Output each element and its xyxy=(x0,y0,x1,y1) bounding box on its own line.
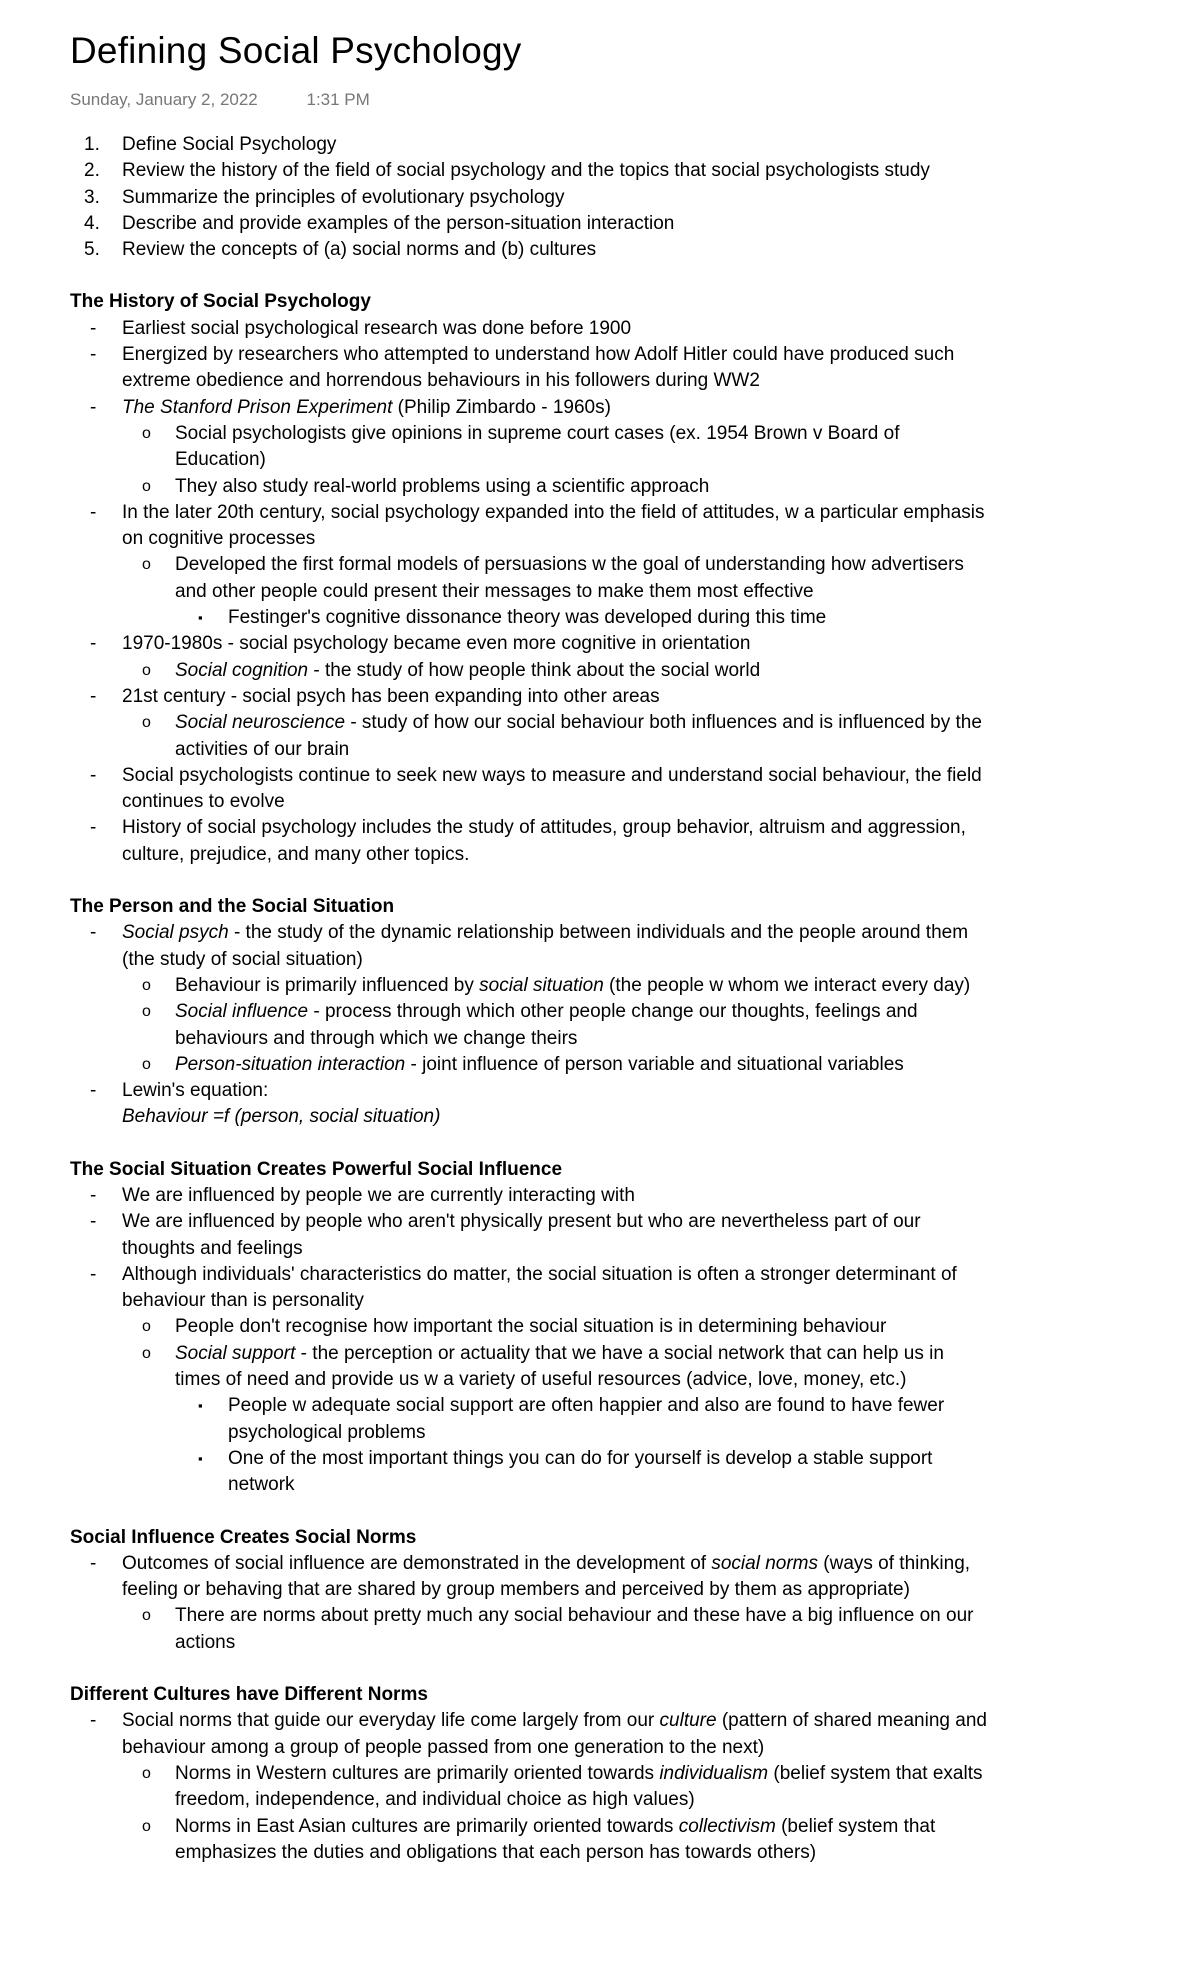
section-heading-history: The History of Social Psychology xyxy=(70,291,371,313)
dash-bullet: - xyxy=(90,633,97,655)
list-item: 4. Describe and provide examples of the person-situation interaction xyxy=(84,212,675,234)
list-item: - Social psychologists continue to seek new ways to measure and understand social behaviour, the field continues to evolve xyxy=(90,764,982,813)
square-bullet: ▪ xyxy=(198,1398,203,1414)
dash-bullet: - xyxy=(90,396,97,418)
objectives-list xyxy=(70,132,990,263)
list-item: - 21st century - social psych has been expanding into other areas xyxy=(70,684,990,710)
page-title[interactable]: Defining Social Psychology xyxy=(70,30,522,71)
square-bullet: ▪ xyxy=(198,1450,203,1466)
list-item: 5. Review the concepts of (a) social norms and (b) cultures xyxy=(84,239,597,261)
list-item: - In the later 20th century, social psychology expanded into the field of attitudes, w a particular emphasis on cognitive processes xyxy=(90,501,985,550)
dash-bullet: - xyxy=(90,685,97,707)
section-heading-situation: The Social Situation Creates Powerful Social Influence xyxy=(70,1158,563,1180)
list-item: - Earliest social psychological research was done before 1900 xyxy=(70,316,990,342)
list-item: - Energized by researchers who attempted to understand how Adolf Hitler could have produced such extreme obedience and horrendous behaviours in his followers during WW2 xyxy=(90,344,955,392)
dash-bullet: - xyxy=(90,1710,97,1732)
list-item: o Developed the first formal models of persuasions w the goal of understanding how advertisers and other people could present their messages to make them most effective xyxy=(142,554,964,602)
list-item: - Lewin's equation: Behaviour =f (person, social situation) xyxy=(90,1080,441,1128)
section-heading-person: The Person and the Social Situation xyxy=(70,896,395,918)
section-heading-norms: Social Influence Creates Social Norms xyxy=(70,1526,417,1548)
list-item: - Social psych - the study of the dynamic relationship between individuals and the people around them (the study of social situation) xyxy=(90,922,969,970)
circle-bullet: o xyxy=(142,1055,151,1073)
circle-bullet: o xyxy=(142,477,151,495)
list-item: - Social norms that guide our everyday life come largely from our culture (pattern of shared meaning and behaviour among a group of people passed from one generation to the next) xyxy=(90,1710,987,1758)
circle-bullet: o xyxy=(142,1318,151,1336)
list-item: - 1970-1980s - social psychology became even more cognitive in orientation xyxy=(70,631,990,657)
list-item: ▪ One of the most important things you can do for yourself is develop a stable support network xyxy=(198,1447,933,1496)
dash-bullet: - xyxy=(90,1080,97,1102)
list-item: ▪ Festinger's cognitive dissonance theory was developed during this time xyxy=(70,605,990,631)
list-item: ▪ People w adequate social support are often happier and also are found to have fewer psychological problems xyxy=(198,1395,945,1443)
list-item: o People don't recognise how important the social situation is in determining behaviour xyxy=(70,1314,990,1340)
square-bullet: ▪ xyxy=(198,610,203,626)
note-meta xyxy=(70,90,1200,110)
dash-bullet: - xyxy=(90,1552,97,1574)
list-item: 3. Summarize the principles of evolutionary psychology xyxy=(84,186,565,208)
list-item: o Behaviour is primarily influenced by social situation (the people w whom we interact every day) xyxy=(70,973,990,999)
circle-bullet: o xyxy=(142,556,151,574)
list-item: o Person-situation interaction - joint influence of person variable and situational variables xyxy=(70,1052,990,1078)
circle-bullet: o xyxy=(142,1607,151,1625)
note-date: Sunday, January 2, 2022 xyxy=(70,90,258,109)
list-item: - History of social psychology includes the study of attitudes, group behavior, altruism and aggression, culture, prejudice, and many other topics. xyxy=(90,817,966,865)
circle-bullet: o xyxy=(142,1003,151,1021)
list-item: o Social support - the perception or actuality that we have a social network that can help us in times of need and provide us w a variety of useful resources (advice, love, money, etc.) xyxy=(142,1342,944,1391)
circle-bullet: o xyxy=(142,714,151,732)
list-item: - Although individuals' characteristics do matter, the social situation is often a stronger determinant of behaviour than is personality xyxy=(90,1263,957,1312)
list-item: - We are influenced by people who aren't physically present but who are nevertheless part of our thoughts and feelings xyxy=(90,1211,921,1259)
lewin-formula: Behaviour =f (person, social situation) xyxy=(122,1106,441,1128)
dash-bullet: - xyxy=(90,1211,97,1233)
list-item: 2. Review the history of the field of social psychology and the topics that social psychologists study xyxy=(84,160,930,182)
circle-bullet: o xyxy=(142,976,151,994)
list-item: - The Stanford Prison Experiment (Philip Zimbardo - 1960s) xyxy=(70,395,990,421)
list-item: o There are norms about pretty much any social behaviour and these have a big influence on our actions xyxy=(142,1605,974,1653)
note-body[interactable] xyxy=(70,132,990,1866)
circle-bullet: o xyxy=(142,1817,151,1835)
circle-bullet: o xyxy=(142,661,151,679)
list-item: o Social psychologists give opinions in supreme court cases (ex. 1954 Brown v Board of Education) xyxy=(142,422,900,471)
dash-bullet: - xyxy=(90,1263,97,1285)
dash-bullet: - xyxy=(90,501,97,523)
list-item: o Social influence - process through which other people change our thoughts, feelings and behaviours and through which we change theirs xyxy=(142,1001,918,1049)
dash-bullet: - xyxy=(90,344,97,366)
circle-bullet: o xyxy=(142,1344,151,1362)
list-item: - Outcomes of social influence are demonstrated in the development of social norms (ways of thinking, feeling or behaving that are shared by group members and perceived by them as appropriate) xyxy=(90,1552,971,1601)
dash-bullet: - xyxy=(90,764,97,786)
circle-bullet: o xyxy=(142,1764,151,1782)
dash-bullet: - xyxy=(90,1184,97,1206)
circle-bullet: o xyxy=(142,424,151,442)
list-item: 1. Define Social Psychology xyxy=(84,134,337,155)
dash-bullet: - xyxy=(90,317,97,339)
section-heading-cultures: Different Cultures have Different Norms xyxy=(70,1684,428,1706)
dash-bullet: - xyxy=(90,817,97,839)
note-time: 1:31 PM xyxy=(306,90,370,109)
list-item: - We are influenced by people we are currently interacting with xyxy=(70,1183,990,1209)
list-item: o Norms in Western cultures are primarily oriented towards individualism (belief system that exalts freedom, independence, and individual choice as high values) xyxy=(142,1762,983,1811)
dash-bullet: - xyxy=(90,922,97,944)
list-item: o Norms in East Asian cultures are primarily oriented towards collectivism (belief system that emphasizes the duties and obligations that each person has towards others) xyxy=(142,1815,936,1863)
list-item: o Social neuroscience - study of how our social behaviour both influences and is influenced by the activities of our brain xyxy=(142,712,982,760)
list-item: o Social cognition - the study of how people think about the social world xyxy=(70,658,990,684)
list-item: o They also study real-world problems using a scientific approach xyxy=(70,474,990,500)
